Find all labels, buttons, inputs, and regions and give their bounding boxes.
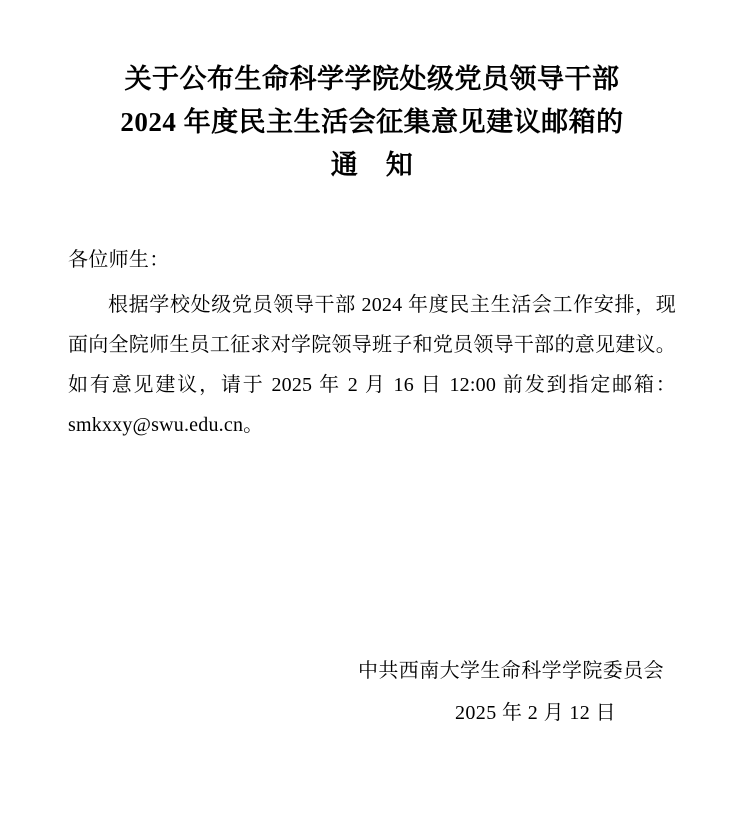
body-paragraph: 根据学校处级党员领导干部 2024 年度民主生活会工作安排，现面向全院师生员工征求对学院领导班子和党员领导干部的意见建议。如有意见建议，请于 2025 年 2 月 16 日 12:00 前发到指定邮箱：smkxxy@swu.edu.cn。	[68, 294, 676, 436]
title-line-2: 2024 年度民主生活会征集意见建议邮箱的	[120, 107, 624, 137]
signature-block	[68, 650, 676, 734]
page-title	[68, 58, 676, 187]
signature-date: 2025 年 2 月 12 日	[455, 702, 616, 724]
salutation: 各位师生：	[68, 249, 170, 271]
signature-organization: 中共西南大学生命科学学院委员会	[358, 660, 664, 682]
title-line-1: 关于公布生命科学学院处级党员领导干部	[124, 64, 620, 94]
title-line-3: 通 知	[330, 150, 414, 180]
